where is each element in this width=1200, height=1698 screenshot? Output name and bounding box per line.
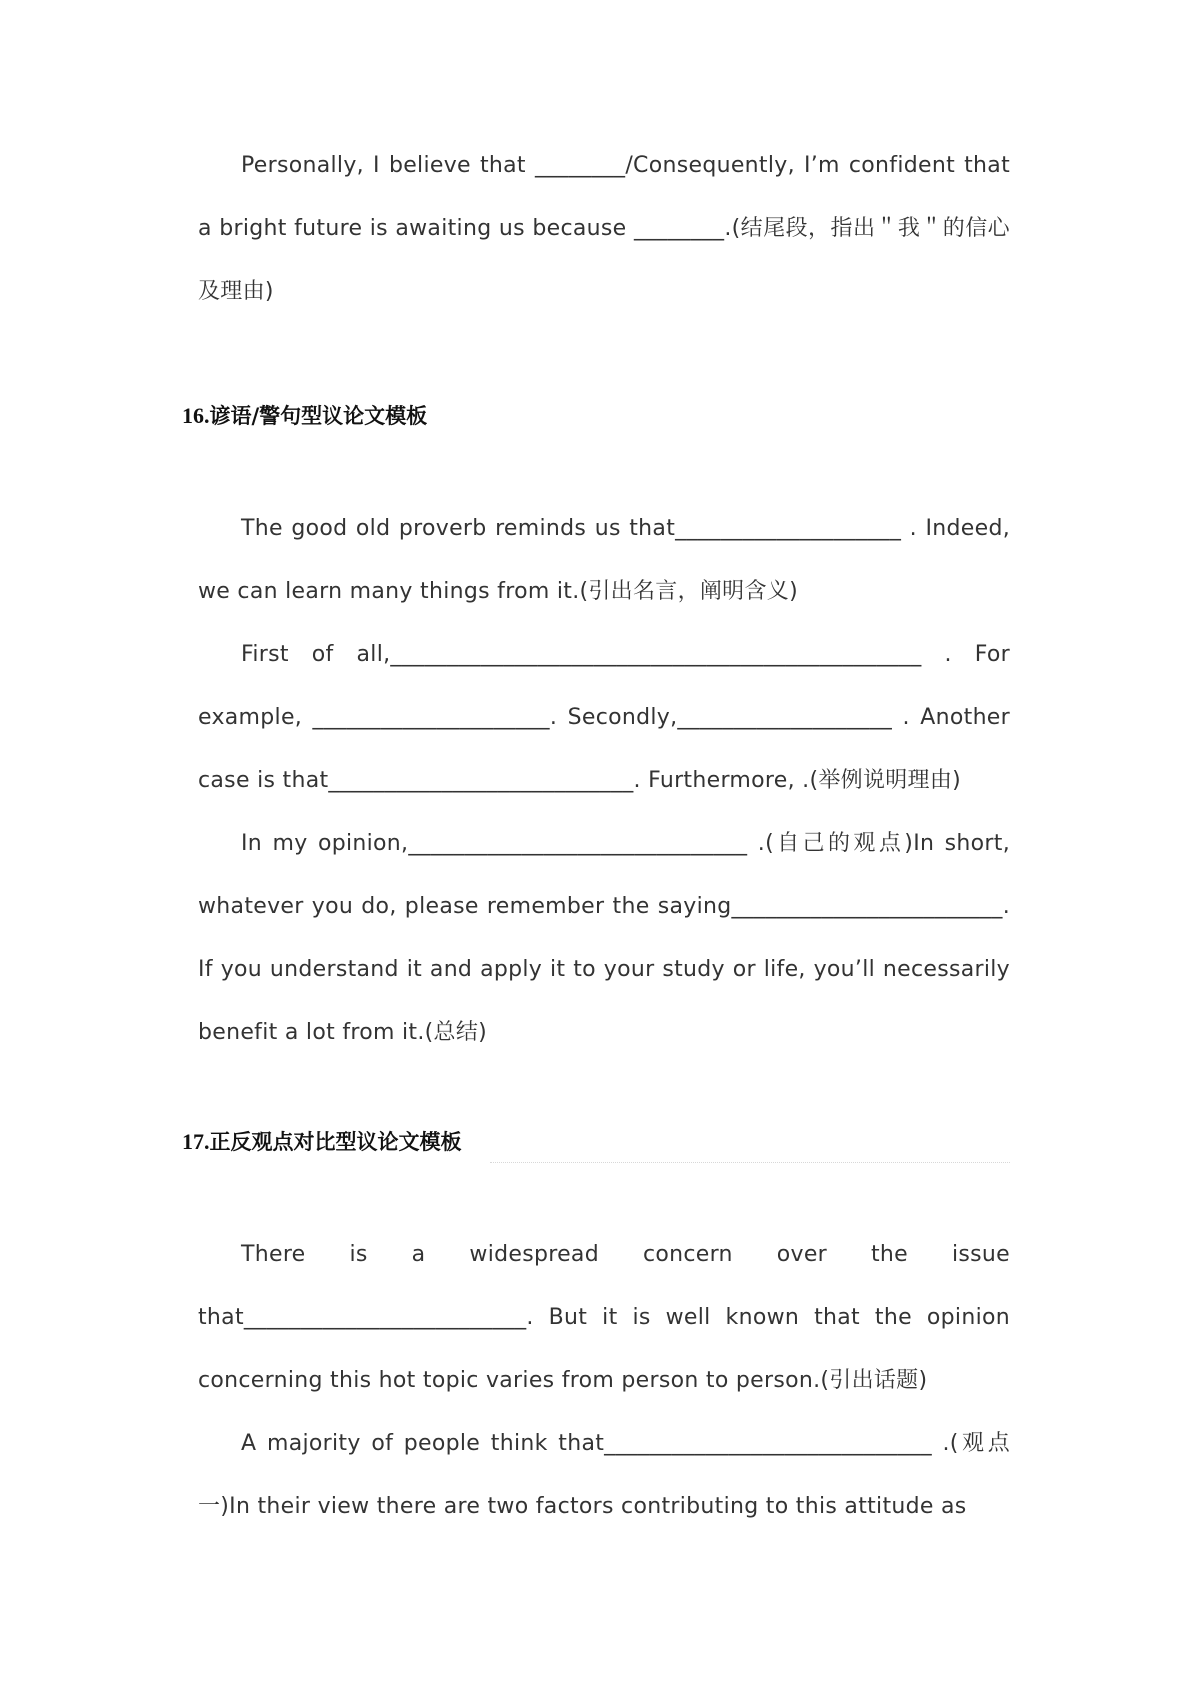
proverb-intro-paragraph: The good old proverb reminds us that____________________ . Indeed, we can learn many things from it.(引出名言，阐明含义) xyxy=(198,516,1010,604)
proverb-conclusion-paragraph: In my opinion,______________________________ .(自己的观点)In short, whatever you do, please remember the saying________________________. If you understand it and apply it to your study or life, you’ll necessarily benefit a lot from it.(总结) xyxy=(198,831,1010,1045)
proverb-examples-paragraph: First of all,_______________________________________________ . For example, _____________________. Secondly,___________________ . Another case is that___________________________. Furthermore, .(举例说明理由) xyxy=(198,642,1010,793)
heading-dotted-rule xyxy=(490,1162,1010,1163)
contrast-intro-paragraph: There is a widespread concern over the issue that_________________________. But it is well known that the opinion concerning this hot topic varies from person to person.(引出话题) xyxy=(198,1242,1010,1393)
closing-paragraph: Personally, I believe that ________/Consequently, I’m confident that a bright future is awaiting us because ________.(结尾段，指出＂我＂的信心及理由) xyxy=(198,153,1010,304)
section-16-heading xyxy=(182,401,427,431)
section-17-heading xyxy=(182,1127,462,1157)
section-17-title: 正反观点对比型议论文模板 xyxy=(209,1129,462,1154)
section-16-number: 16. xyxy=(182,403,210,428)
section-16-title: 谚语/警句型议论文模板 xyxy=(209,403,428,428)
contrast-view-one-paragraph: A majority of people think that_____________________________ .(观点一)In their view there are two factors contributing to this attitude as xyxy=(198,1431,1010,1519)
section-17-number: 17. xyxy=(182,1129,210,1154)
